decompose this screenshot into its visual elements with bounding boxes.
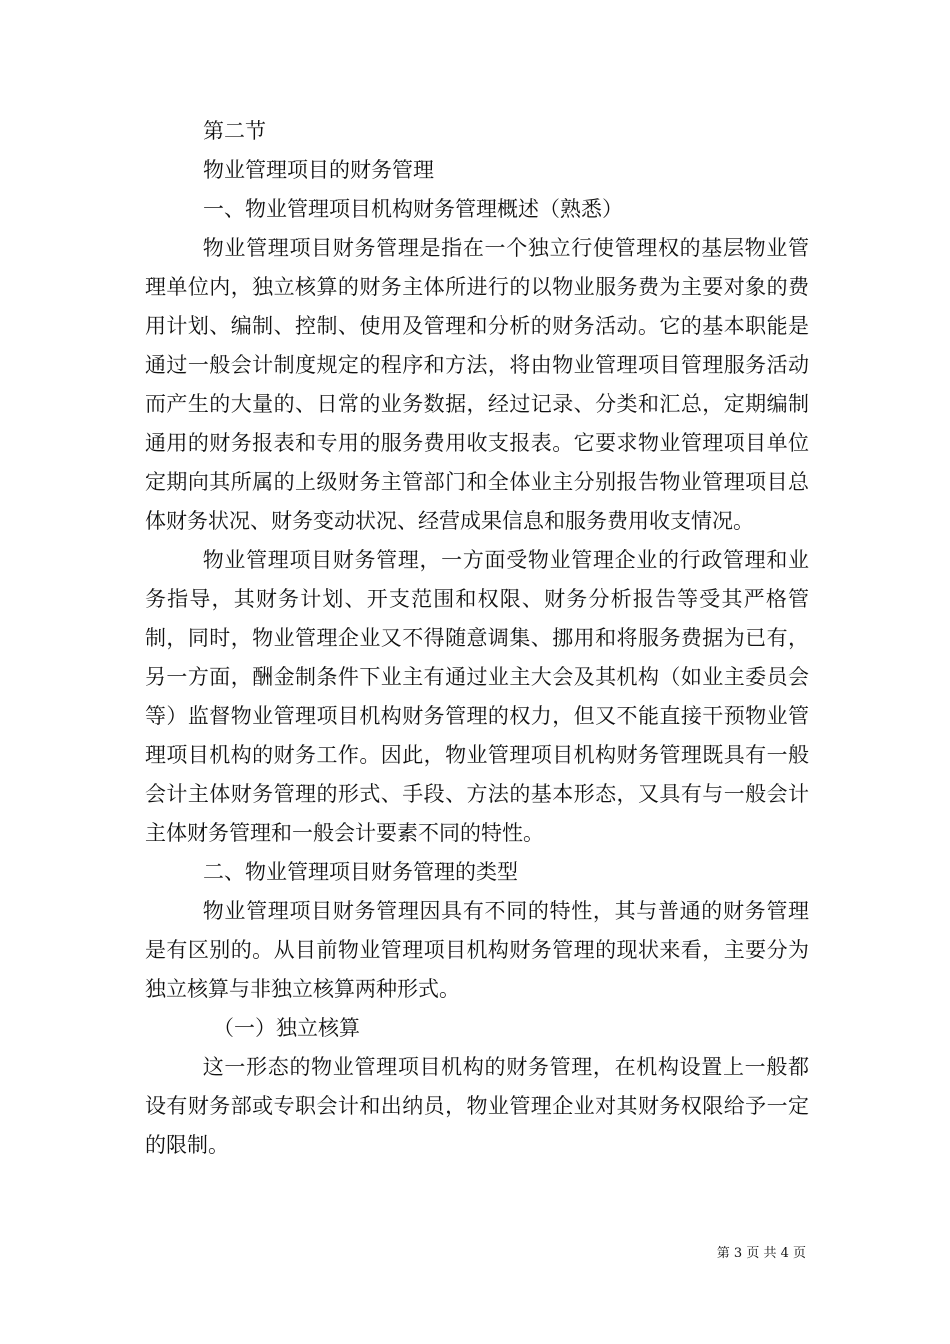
subheading-independent-accounting: （一）独立核算 bbox=[213, 1016, 360, 1040]
paragraph-types: 物业管理项目财务管理因具有不同的特性，其与普通的财务管理是有区别的。从目前物业管理项目机构财务管理的现状来看，主要分为独立核算与非独立核算两种形式。 bbox=[145, 899, 809, 1001]
chapter-title: 物业管理项目的财务管理 bbox=[203, 158, 434, 182]
paragraph-characteristics: 物业管理项目财务管理，一方面受物业管理企业的行政管理和业务指导，其财务计划、开支范围和权限、财务分析报告等受其严格管制，同时，物业管理企业又不得随意调集、挪用和将服务费据为已有，另一方面，酬金制条件下业主有通过业主大会及其机构（如业主委员会等）监督物业管理项目机构财务管理的权力，但又不能直接干预物业管理项目机构的财务工作。因此，物业管理项目机构财务管理既具有一般会计主体财务管理的形式、手段、方法的基本形态，又具有与一般会计主体财务管理和一般会计要素不同的特性。 bbox=[145, 548, 809, 845]
heading-types: 二、物业管理项目财务管理的类型 bbox=[203, 860, 518, 884]
paragraph-independent-accounting: 这一形态的物业管理项目机构的财务管理，在机构设置上一般都设有财务部或专职会计和出纳员，物业管理企业对其财务权限给予一定的限制。 bbox=[145, 1055, 809, 1157]
section-label: 第二节 bbox=[203, 119, 266, 143]
page-footer: 第 3 页 共 4 页 bbox=[716, 1246, 806, 1261]
heading-overview: 一、物业管理项目机构财务管理概述（熟悉） bbox=[203, 197, 623, 221]
paragraph-definition: 物业管理项目财务管理是指在一个独立行使管理权的基层物业管理单位内，独立核算的财务主体所进行的以物业服务费为主要对象的费用计划、编制、控制、使用及管理和分析的财务活动。它的基本职能是通过一般会计制度规定的程序和方法，将由物业管理项目管理服务活动而产生的大量的、日常的业务数据，经过记录、分类和汇总，定期编制通用的财务报表和专用的服务费用收支报表。它要求物业管理项目单位定期向其所属的上级财务主管部门和全体业主分别报告物业管理项目总体财务状况、财务变动状况、经营成果信息和服务费用收支情况。 bbox=[145, 236, 809, 533]
document-body bbox=[145, 112, 809, 1165]
